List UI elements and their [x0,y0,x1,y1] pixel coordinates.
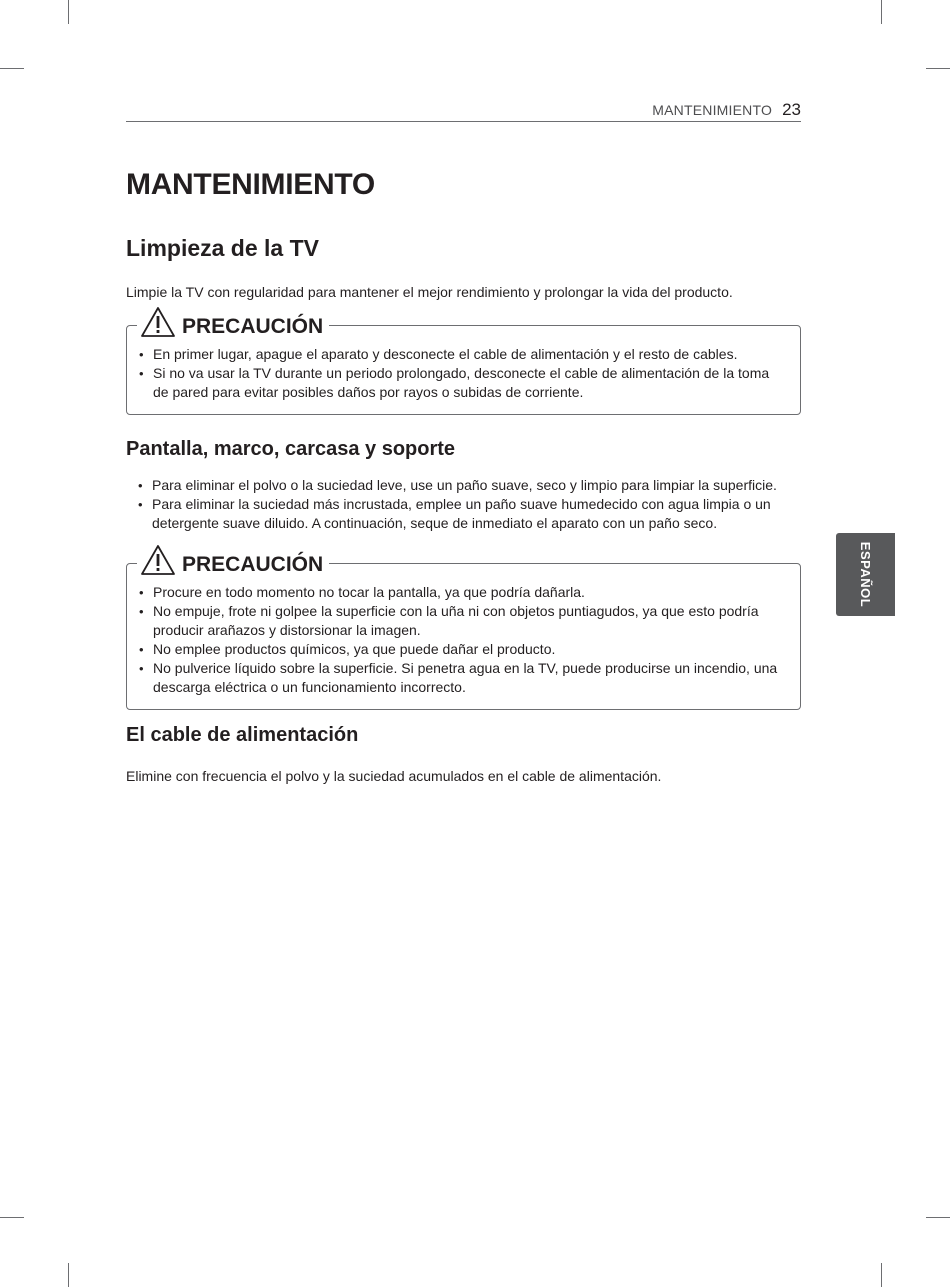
power-cord-text: Elimine con frecuencia el polvo y la suciedad acumulados en el cable de alimentación. [126,768,662,784]
list-item: • No emplee productos químicos, ya que puede dañar el producto. [127,640,788,659]
caution-label: PRECAUCIÓN [182,315,324,338]
section-heading-power-cord: El cable de alimentación [126,724,359,746]
crop-mark [0,1217,24,1218]
list-item: • Procure en todo momento no tocar la pantalla, ya que podría dañarla. [127,583,788,602]
screen-list [126,476,801,533]
language-tab-label: ESPAÑOL [858,541,874,608]
crop-mark [0,68,24,69]
crop-mark [881,1263,882,1287]
warning-triangle-icon [140,544,176,576]
list-item: • No pulverice líquido sobre la superficie. Si penetra agua en la TV, puede producirse un incendio, una descarga eléctrica o un funcionamiento incorrecto. [127,659,788,697]
running-header-section: MANTENIMIENTO [652,102,773,118]
caution-box [126,315,801,415]
section-heading-screen: Pantalla, marco, carcasa y soporte [126,438,456,460]
page-number: 23 [782,100,801,119]
caution-list [127,583,788,697]
caution-list [127,345,788,402]
list-item: • En primer lugar, apague el aparato y desconecte el cable de alimentación y el resto de cables. [127,345,788,364]
language-tab [836,533,895,616]
cleaning-intro: Limpie la TV con regularidad para mantener el mejor rendimiento y prolongar la vida del producto. [126,284,733,300]
crop-mark [926,1217,950,1218]
caution-box [126,553,801,710]
page-content [126,168,801,786]
list-item: • Para eliminar la suciedad más incrustada, emplee un paño suave humedecido con agua limpia o un detergente suave diluido. A continuación, seque de inmediato el aparato con un paño seco. [126,495,801,533]
page-title: MANTENIMIENTO [126,168,375,201]
caution-label: PRECAUCIÓN [182,553,324,576]
list-item: • Si no va usar la TV durante un periodo prolongado, desconecte el cable de alimentación de la toma de pared para evitar posibles daños por rayos o subidas de corriente. [127,364,788,402]
list-item: • Para eliminar el polvo o la suciedad leve, use un paño suave, seco y limpio para limpiar la superficie. [126,476,801,495]
crop-mark [68,0,69,24]
section-heading-cleaning: Limpieza de la TV [126,235,319,261]
caution-header [137,542,329,576]
crop-mark [881,0,882,24]
crop-mark [68,1263,69,1287]
caution-header [137,304,329,338]
crop-mark [926,68,950,69]
list-item: • No empuje, frote ni golpee la superficie con la uña ni con objetos puntiagudos, ya que esto podría producir arañazos y distorsionar la imagen. [127,602,788,640]
running-header [126,100,801,122]
warning-triangle-icon [140,306,176,338]
